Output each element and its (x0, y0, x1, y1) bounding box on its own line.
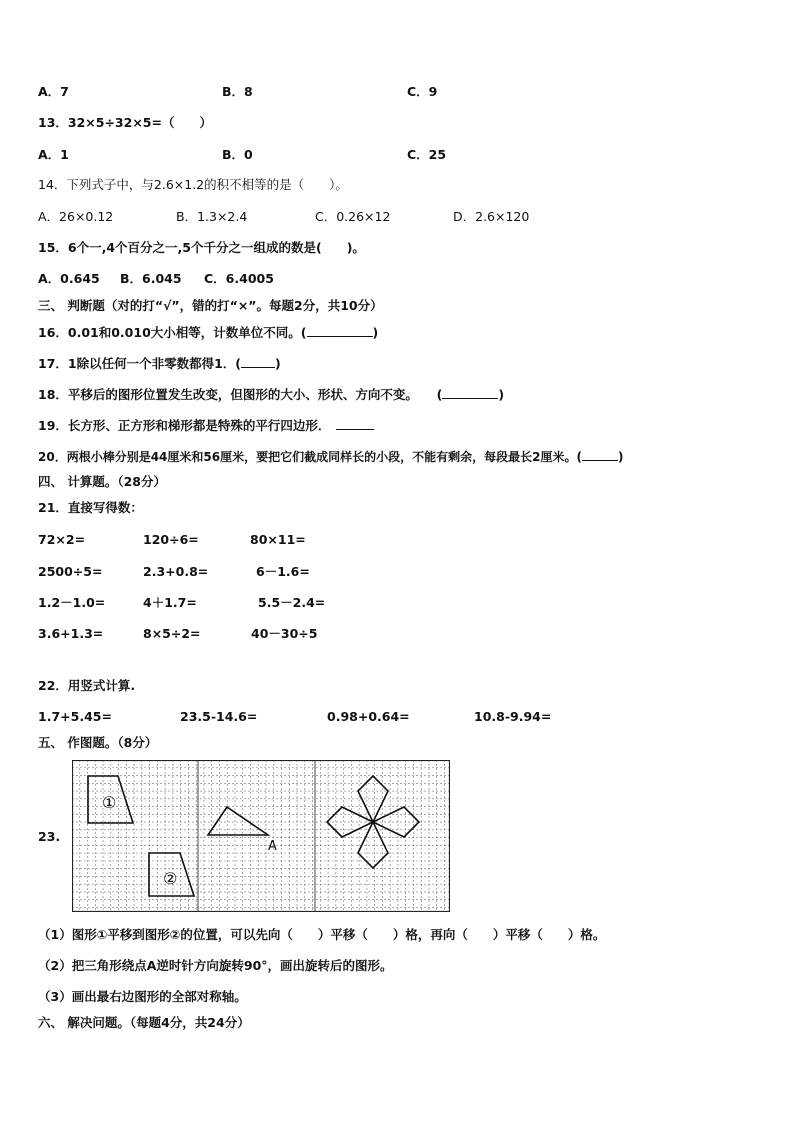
q13-stem: 13．32×5÷32×5=（ ） (38, 115, 212, 130)
q12-option-a: A．7 (38, 84, 69, 99)
q17-answer-blank[interactable] (241, 355, 275, 368)
q21-r3c3: 5.5－2.4= (258, 595, 326, 610)
q22-item-3: 0.98+0.64= (327, 709, 410, 724)
q16-text: 16．0.01和0.010大小相等，计数单位不同。( (38, 325, 307, 340)
q19-text: 19．长方形、正方形和梯形都是特殊的平行四边形． (38, 418, 331, 433)
q17-close: ) (275, 356, 281, 371)
q21-r4c3: 40－30÷5 (251, 626, 318, 641)
q21-r4c1: 3.6+1.3= (38, 626, 104, 641)
q13-option-b: B．0 (222, 147, 253, 162)
q22-item-2: 23.5-14.6= (180, 709, 258, 724)
triangle (208, 807, 268, 835)
q21-r3c2: 4＋1.7= (143, 595, 197, 610)
q18 (38, 386, 504, 403)
q21-r1c2: 120÷6= (143, 532, 199, 547)
q21-r4c2: 8×5÷2= (143, 626, 201, 641)
q14-option-d: D．2.6×120 (453, 209, 530, 224)
q21-r2c1: 2500÷5= (38, 564, 103, 579)
q14-option-b: B．1.3×2.4 (176, 209, 248, 224)
q22-title: 22．用竖式计算. (38, 678, 136, 693)
q18-close: ) (498, 387, 505, 402)
q18-answer-blank[interactable] (442, 386, 498, 399)
q17-text: 17．1除以任何一个非零数都得1．( (38, 356, 242, 371)
section5-heading: 五、 作图题。（8分） (38, 735, 158, 750)
q15-option-a: A．0.645 (38, 271, 100, 286)
q21-r1c1: 72×2= (38, 532, 86, 547)
q16-answer-blank[interactable] (307, 324, 373, 337)
q18-text: 18．平移后的图形位置发生改变，但图形的大小、形状、方向不变。 ( (38, 387, 443, 402)
q15-option-b: B．6.045 (120, 271, 182, 286)
q19-answer-blank[interactable] (336, 417, 374, 430)
q21-r1c3: 80×11= (250, 532, 306, 547)
drawing-grid[interactable] (72, 760, 450, 912)
q15-option-c: C．6.4005 (204, 271, 274, 286)
q21-r3c1: 1.2－1.0= (38, 595, 106, 610)
q13-option-a: A．1 (38, 147, 69, 162)
q16 (38, 324, 378, 341)
q14-option-c: C．0.26×12 (315, 209, 391, 224)
q14-stem: 14．下列式子中，与2.6×1.2的积不相等的是（ ）。 (38, 177, 348, 192)
section3-heading: 三、 判断题（对的打“√”，错的打“×”。每题2分，共10分） (38, 298, 383, 313)
q12-option-c: C．9 (407, 84, 438, 99)
q15-stem: 15．6个一,4个百分之一,5个千分之一组成的数是( )。 (38, 240, 365, 255)
q21-r2c2: 2.3+0.8= (143, 564, 209, 579)
q23-sub-1: （1）图形①平移到图形②的位置，可以先向（ ）平移（ ）格，再向（ ）平移（ ）格。 (38, 927, 606, 942)
q17 (38, 355, 281, 372)
q23-sub-2: （2）把三角形绕点A逆时针方向旋转90°，画出旋转后的图形。 (38, 958, 393, 973)
q13-option-c: C．25 (407, 147, 447, 162)
q22-item-4: 10.8-9.94= (474, 709, 552, 724)
section4-heading: 四、 计算题。（28分） (38, 474, 166, 489)
point-a-label: A (268, 839, 277, 854)
q20 (38, 448, 623, 465)
grid-lines (72, 760, 450, 912)
q19 (38, 417, 374, 434)
shape-2-label: ② (163, 869, 178, 888)
q21-title: 21．直接写得数： (38, 500, 143, 515)
q16-close: ) (372, 325, 379, 340)
q22-item-1: 1.7+5.45= (38, 709, 112, 724)
q23-sub-3: （3）画出最右边图形的全部对称轴。 (38, 989, 247, 1004)
q20-close: ) (617, 450, 624, 464)
q20-answer-blank[interactable] (582, 448, 618, 461)
q23-label: 23. (38, 829, 61, 844)
q12-option-b: B．8 (222, 84, 253, 99)
section6-heading: 六、 解决问题。（每题4分，共24分） (38, 1015, 250, 1030)
q14-option-a: A．26×0.12 (38, 209, 114, 224)
shape-1-label: ① (102, 793, 117, 812)
q21-r2c3: 6－1.6= (256, 564, 310, 579)
q20-text: 20．两根小棒分别是44厘米和56厘米，要把它们截成同样长的小段，不能有剩余，每段最长2厘米。( (38, 450, 582, 464)
